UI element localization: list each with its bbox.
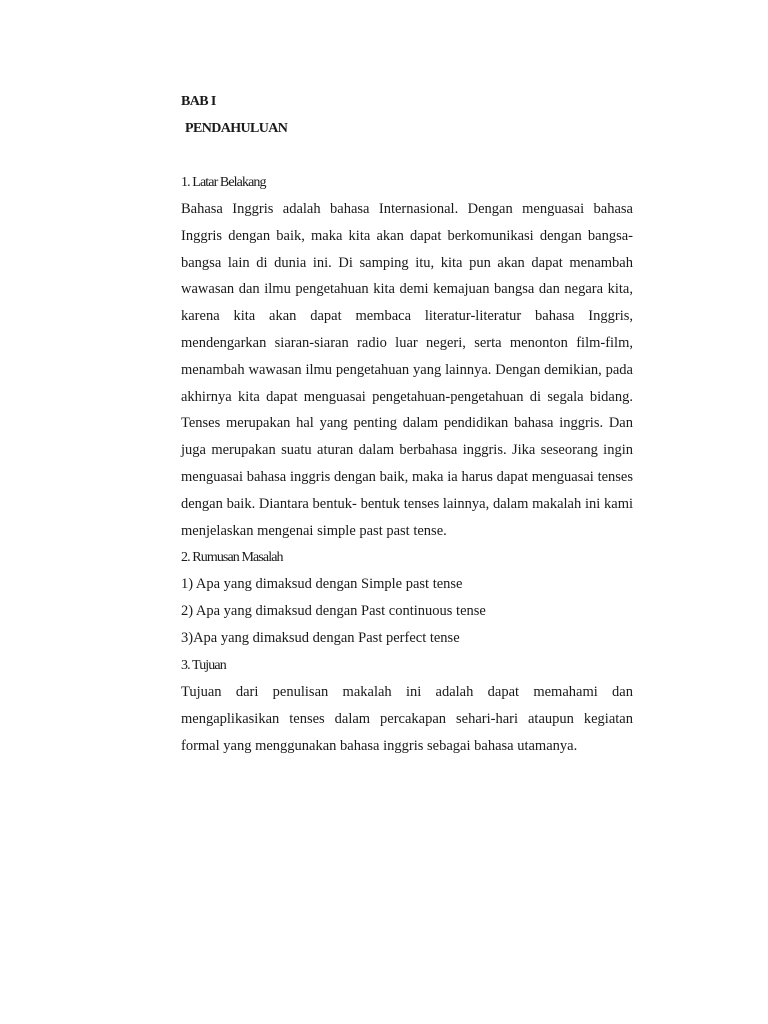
chapter-title: PENDAHULUAN: [185, 121, 288, 136]
chapter-number: BAB I: [181, 94, 216, 109]
section-heading-problems: 2. Rumusan Masalah: [181, 550, 283, 566]
background-paragraph: Bahasa Inggris adalah bahasa Internasional. Dengan menguasai bahasa Inggris dengan baik, maka kita akan dapat berkomunikasi dengan bangsa-bangsa lain di dunia ini. Di samping itu, kita pun akan dapat menambah wawasan dan ilmu pengetahuan kita demi kemajuan bangsa dan negara kita, karena kita akan dapat membaca literatur-literatur bahasa Inggris, mendengarkan siaran-siaran radio luar negeri, serta menonton film-film, menambah wawasan ilmu pengetahuan yang lainnya. Dengan demikian, pada akhirnya kita dapat menguasai pengetahuan-pengetahuan di segala bidang. Tenses merupakan hal yang penting dalam pendidikan bahasa inggris. Dan juga merupakan suatu aturan dalam berbahasa inggris. Jika seseorang ingin menguasai bahasa inggris dengan baik, maka ia harus dapat menguasai tenses dengan baik. Diantara bentuk- bentuk tenses lainnya, dalam makalah ini kami menjelaskan mengenai simple past past tense.: [181, 201, 633, 539]
purpose-paragraph: Tujuan dari penulisan makalah ini adalah dapat memahami dan mengaplikasikan tenses dalam percakapan sehari-hari ataupun kegiatan formal yang menggunakan bahasa inggris sebagai bahasa utamanya.: [181, 684, 633, 754]
problem-item: 1) Apa yang dimaksud dengan Simple past tense: [181, 576, 463, 593]
problem-item: 3)Apa yang dimaksud dengan Past perfect tense: [181, 630, 460, 647]
document-page: [181, 88, 633, 760]
section-heading-purpose: 3. Tujuan: [181, 658, 226, 674]
spacer: [181, 142, 633, 169]
problem-item: 2) Apa yang dimaksud dengan Past continuous tense: [181, 603, 486, 620]
section-heading-background: 1. Latar Belakang: [181, 175, 266, 190]
